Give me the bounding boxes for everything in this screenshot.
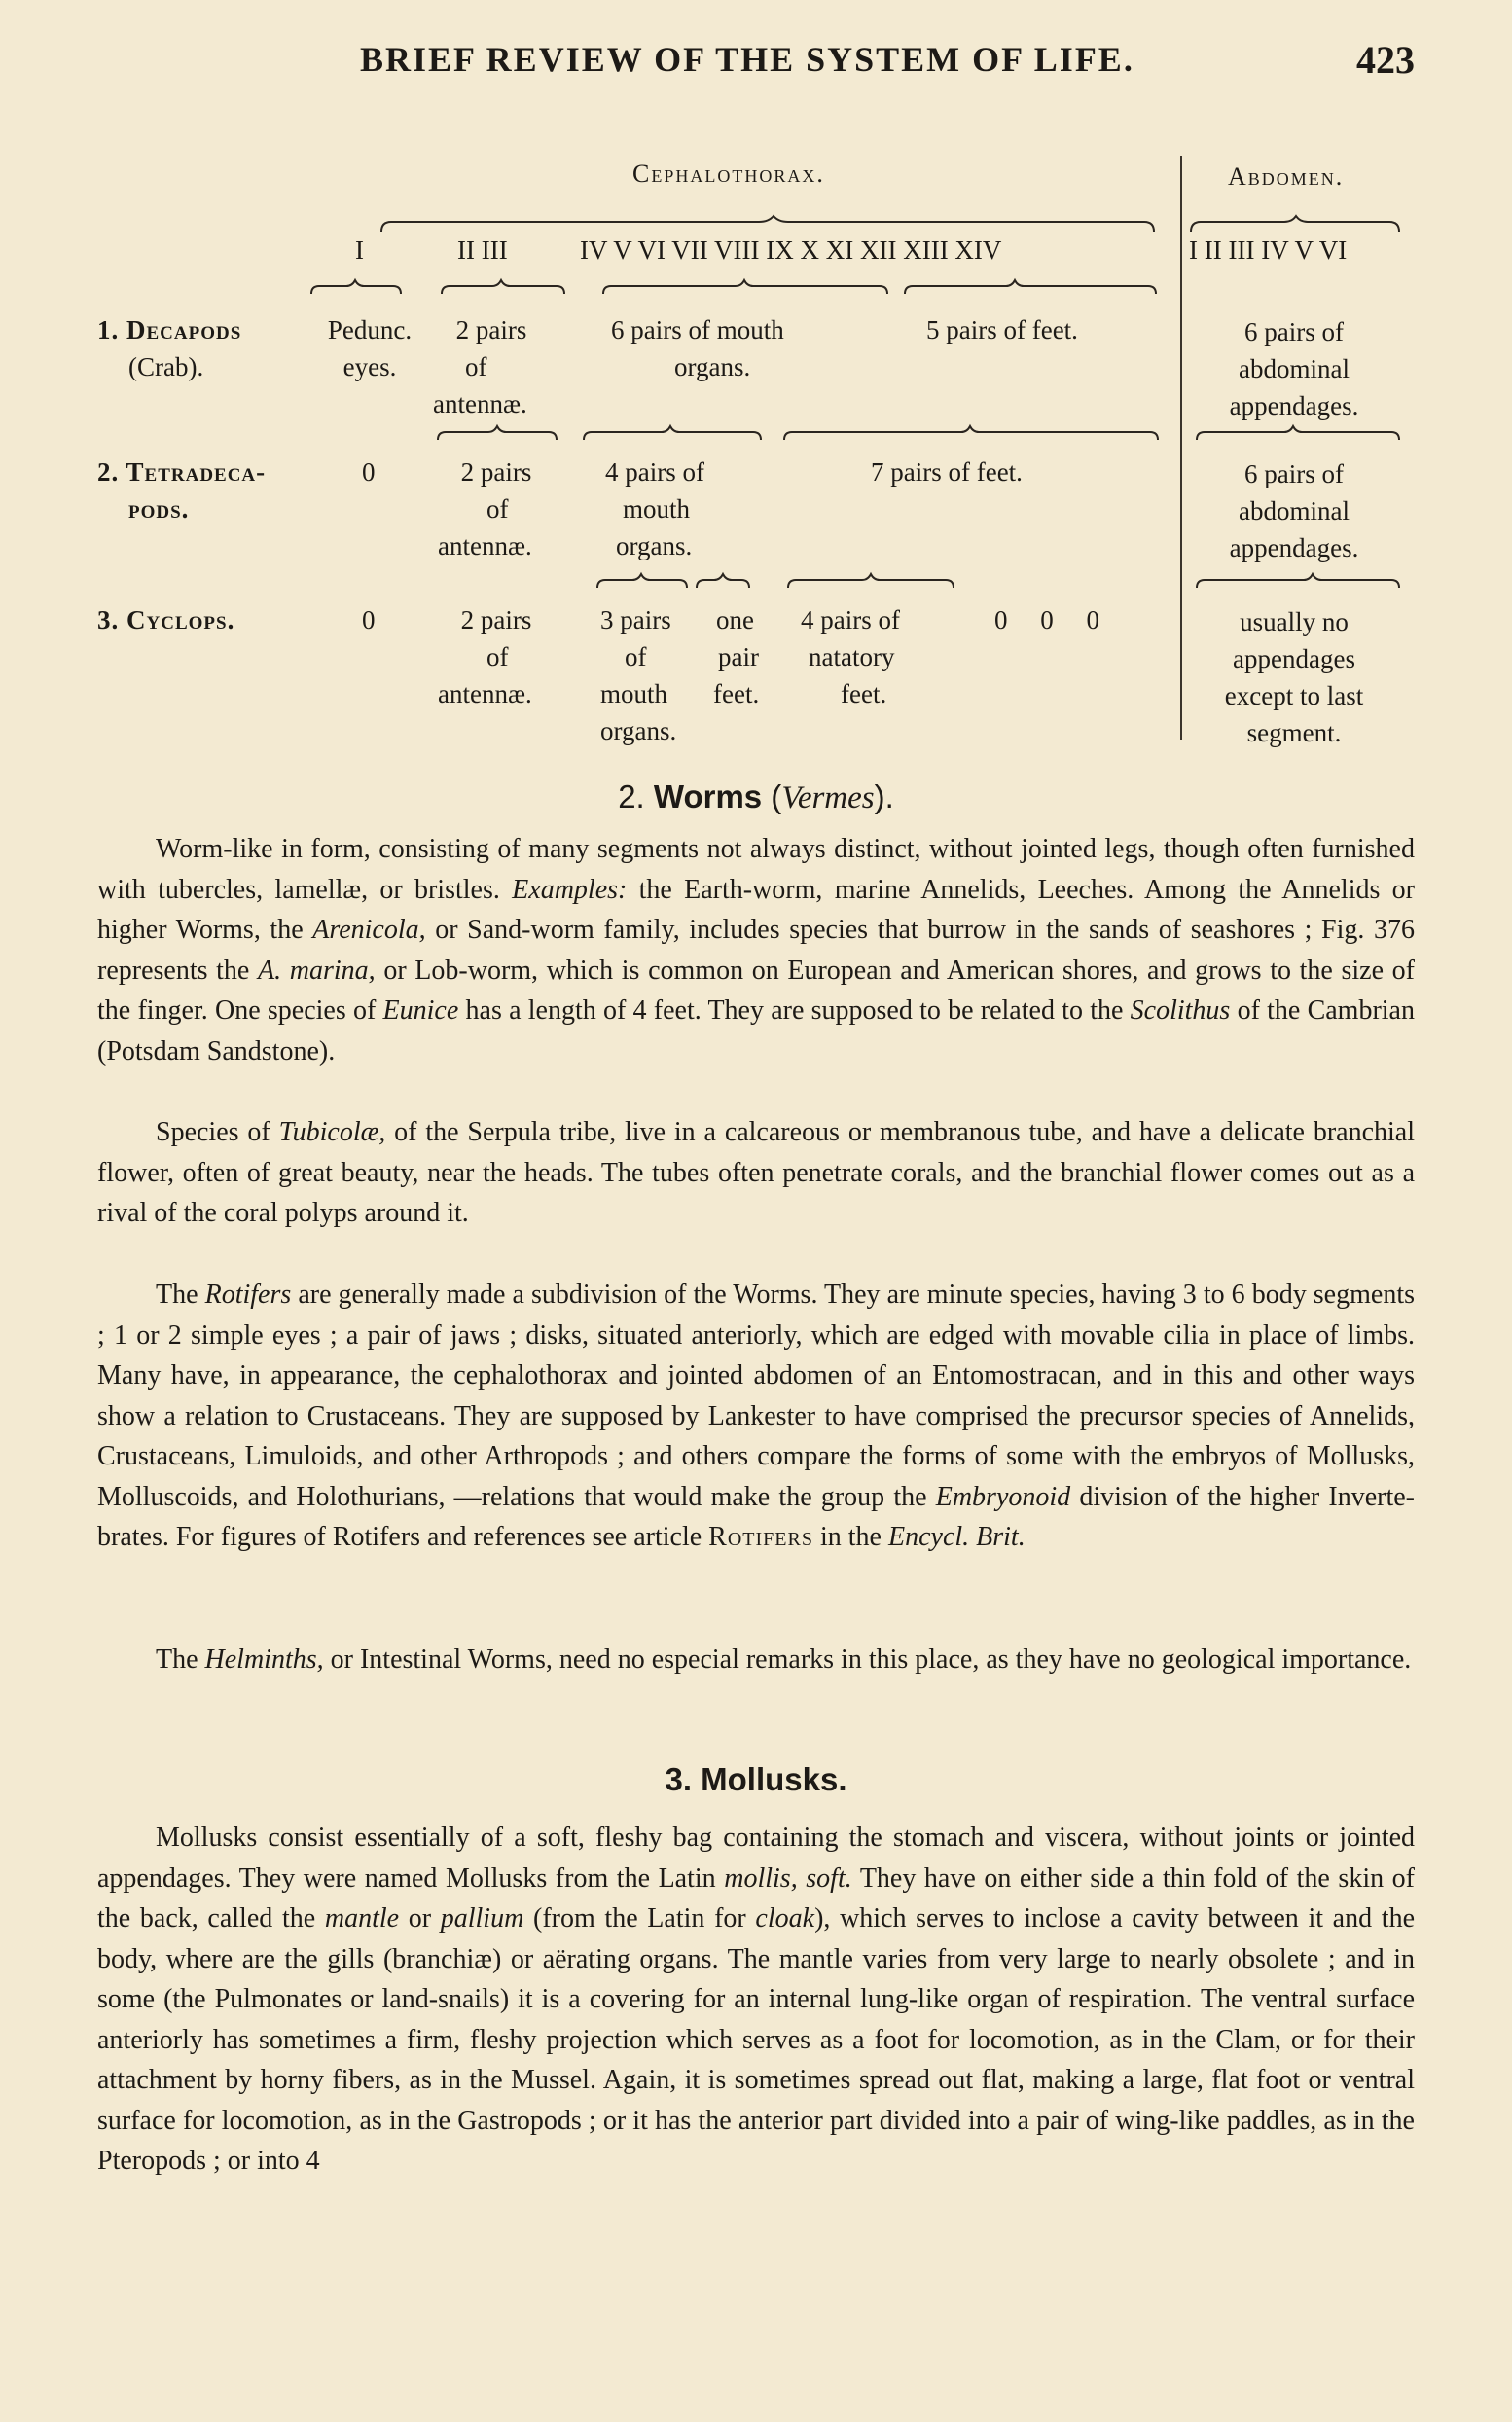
- cell-r2-c5a: 6 pairs of: [1244, 459, 1344, 488]
- cell-r3-c2a: 2 pairs: [460, 605, 532, 634]
- cell-r1-c4a: 5 pairs of feet.: [926, 315, 1078, 344]
- segment-numerals-iv-xiv: IV V VI VII VIII IX X XI XII XIII XIV: [580, 235, 1002, 265]
- cell-r2-c5b: abdominal: [1239, 496, 1350, 525]
- cell-r3-zeros: 0 0 0: [994, 605, 1099, 634]
- cell-r1-c2b: of: [465, 352, 487, 381]
- column-divider: [1180, 156, 1182, 740]
- row2-braces: [428, 424, 1411, 444]
- segment-numerals-ii-iii: II III: [457, 235, 508, 265]
- cell-r2-c2b: of: [486, 494, 509, 524]
- cell-r3-c2c: antennæ.: [438, 679, 532, 708]
- row3-braces: [594, 572, 1411, 592]
- worms-paragraph-4: The Helminths, or Intestinal Worms, need no especial remarks in this place, as they have no geological importance.: [156, 1645, 1412, 1675]
- segment-numeral-i: I: [355, 235, 364, 265]
- cell-r3-c3b: of: [625, 642, 647, 671]
- mollusks-paragraph-1: Mollusks consist essentially of a soft, fleshy bag containing the stomach and viscera, without joints or jointed appendages. They were named Mollusks from the Latin mollis, soft. They have on either side a thin fold of the skin of the back, called the mantle or pallium (from the Latin for cloak), which serves to inclose a cavity between it and the body, where are the gills (branchiæ) or aërating organs. The mantle varies from very large to nearly obsolete ; and in some (the Pulmonates or land-snails) it is a covering for an internal lung-like organ of respiration. The ventral surface anteriorly has sometimes a firm, fleshy projection which serves as a foot for locomotion, as in the Clam, or for their attachment by horny fibers, as in the Mussel. Again, it is sometimes spread out flat, making a large, flat foot or ventral surface for locomotion, as in the Gastropods ; or it has the anterior part divided into a pair of wing-like paddles, as in the Pteropods ; or into 4: [97, 1823, 1416, 2176]
- row-label-tetradecapods: 2. Tetradeca-: [97, 457, 267, 487]
- cell-r3-c3c: mouth: [600, 679, 668, 708]
- cephalothorax-label: Cephalothorax.: [632, 160, 825, 188]
- cell-r1-c3a: 6 pairs of mouth: [611, 315, 784, 344]
- cell-r3-c3f: pair: [718, 642, 759, 671]
- cell-r3-c5a: usually no: [1240, 607, 1349, 636]
- cell-r1-c3b: organs.: [674, 352, 751, 381]
- row-sublabel-pods: pods.: [128, 494, 190, 524]
- cell-r3-c3a: 3 pairs: [600, 605, 671, 634]
- cell-r2-c2a: 2 pairs: [460, 457, 532, 487]
- worms-paragraph-1: Worm-like in form, consisting of many segments not always distinct, without jointed legs, though often furnished with tubercles, lamellæ, or bristles. Examples: the Earth-worm, marine Annelids, Leeches. Among the Annelids or higher Worms, the Arenicola, or Sand-worm family, includes species that burrow in the sands of seashores ; Fig. 376 represents the A. marina, or Lob-worm, which is common on European and American shores, and grows to the size of the finger. One species of Eunice has a length of 4 feet. They are supposed to be related to the Scolithus of the Cambrian (Potsdam Sandstone).: [97, 834, 1416, 1066]
- cell-r3-c3d: organs.: [600, 716, 677, 745]
- cell-r3-c1a: 0: [362, 605, 376, 634]
- cell-r2-c5c: appendages.: [1229, 533, 1359, 562]
- cell-r3-c5c: except to last: [1224, 681, 1364, 710]
- cell-r2-c3c: organs.: [616, 531, 693, 560]
- cell-r3-c3g: feet.: [713, 679, 760, 708]
- cell-r3-c2b: of: [486, 642, 509, 671]
- cell-r2-c2c: antennæ.: [438, 531, 532, 560]
- running-title: BRIEF REVIEW OF THE SYSTEM OF LIFE.: [360, 40, 1134, 79]
- cell-r1-c1a: Pedunc.: [327, 315, 413, 344]
- cell-r2-c1a: 0: [362, 457, 376, 487]
- row1-braces: [309, 278, 1166, 298]
- section-heading-worms: 2. Worms (Vermes).: [618, 778, 894, 815]
- cell-r3-c3e: one: [716, 605, 754, 634]
- cell-r2-c3b: mouth: [623, 494, 691, 524]
- page-number: 423: [1356, 38, 1415, 82]
- cell-r1-c5b: abdominal: [1239, 354, 1350, 383]
- row-label-decapods: 1. Decapods: [97, 315, 242, 344]
- cell-r1-c2a: 2 pairs: [455, 315, 527, 344]
- worms-paragraph-3: The Rotifers are generally made a subdivision of the Worms. They are minute species, having 3 to 6 body segments ; 1 or 2 simple eyes ; a pair of jaws ; disks, situated anteriorly, which are edged with movable cilia in place of limbs. Many have, in appearance, the cephalothorax and jointed abdomen of an Entomostracan, and in this and other ways show a relation to Crustaceans. They are supposed by Lankester to have comprised the precursor species of Annelids, Crustaceans, Limuloids, and other Arthropods ; and others compare the forms of some with the embryos of Mollusks, Molluscoids, and Holothurians, —relations that would make the group the Embryonoid division of the higher Inverte-brates. For figures of Rotifers and references see article Rotifers in the Encycl. Brit.: [97, 1280, 1415, 1552]
- row-label-cyclops: 3. Cyclops.: [97, 605, 235, 634]
- segment-table: [0, 0, 1512, 769]
- abdomen-label: Abdomen.: [1228, 163, 1345, 191]
- section-heading-mollusks: 3. Mollusks.: [665, 1761, 847, 1797]
- cell-r1-c2c: antennæ.: [433, 389, 527, 418]
- segment-numerals-abdomen: I II III IV V VI: [1189, 235, 1348, 265]
- worms-paragraph-2: Species of Tubicolæ, of the Serpula tribe, live in a calcareous or membranous tube, and have a delicate branchial flower, often of great beauty, near the heads. The tubes often penetrate corals, and the branchial flower comes out as a rival of the coral polyps around it.: [97, 1117, 1415, 1228]
- cell-r3-c5d: segment.: [1246, 718, 1342, 747]
- cell-r1-c1b: eyes.: [342, 352, 397, 381]
- cell-r1-c5c: appendages.: [1229, 391, 1359, 420]
- cell-r2-c3a: 4 pairs of: [605, 457, 704, 487]
- row-sublabel-crab: (Crab).: [128, 352, 204, 381]
- cell-r3-c4b: natatory: [809, 642, 895, 671]
- cell-r3-c4a: 4 pairs of: [801, 605, 900, 634]
- cell-r2-c4a: 7 pairs of feet.: [871, 457, 1023, 487]
- cell-r1-c5a: 6 pairs of: [1244, 317, 1344, 346]
- cell-r3-c4c: feet.: [841, 679, 887, 708]
- cell-r3-c5b: appendages: [1233, 644, 1355, 673]
